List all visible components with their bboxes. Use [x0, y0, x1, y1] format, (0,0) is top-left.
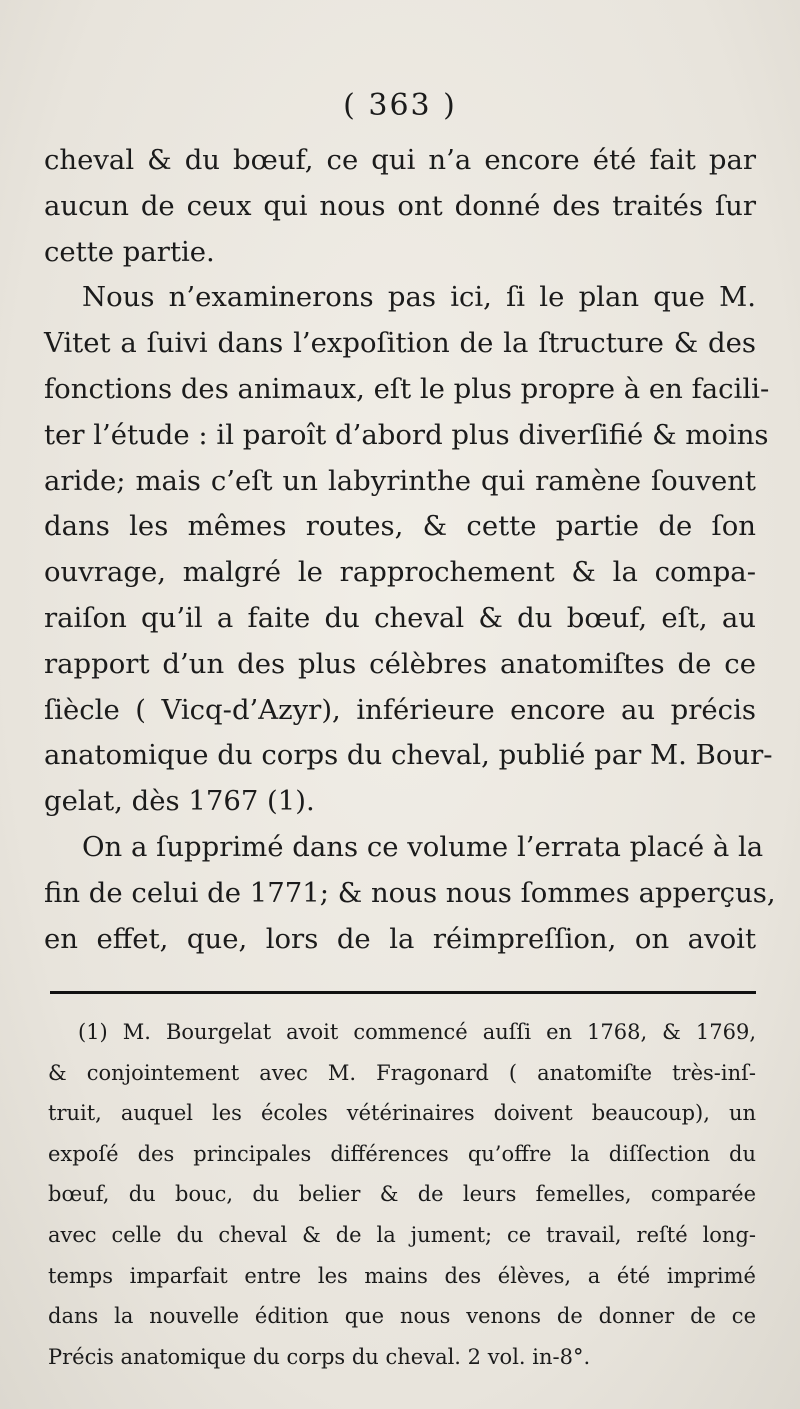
- page-number: ( 363 ): [343, 88, 457, 123]
- footnote-line: truit, auquel les écoles vétérinaires doivent beaucoup), un: [48, 1101, 756, 1126]
- text-line: Vitet a ſuivi dans l’expoſition de la ſtructure & des: [44, 327, 756, 360]
- text-line: fonctions des animaux, eſt le plus propre à en facili-: [44, 372, 770, 405]
- text-line: rapport d’un des plus célèbres anatomiſtes de ce: [44, 647, 756, 680]
- footnote-line: Précis anatomique du corps du cheval. 2 vol. in-8°.: [48, 1344, 591, 1369]
- footnote-line: dans la nouvelle édition que nous venons de donner de ce: [48, 1304, 756, 1329]
- footnote-line: (1) M. Bourgelat avoit commencé auſſi en 1768, & 1769,: [78, 1020, 756, 1044]
- footnote: [48, 1012, 756, 1377]
- text-line: aucun de ceux qui nous ont donné des traités ſur: [44, 189, 756, 222]
- text-line: anatomique du corps du cheval, publié par M. Bour-: [44, 739, 773, 772]
- footnote-line: expoſé des principales différences qu’offre la diſſection du: [48, 1141, 756, 1166]
- text-line: dans les mêmes routes, & cette partie de ſon: [44, 510, 756, 543]
- text-line: en effet, que, lors de la réimpreſſion, on avoit: [44, 922, 756, 955]
- text-line: ouvrage, malgré le rapprochement & la compa-: [44, 556, 756, 589]
- text-line: fin de celui de 1771; & nous nous ſommes apperçus,: [44, 876, 776, 909]
- footnote-line: avec celle du cheval & de la jument; ce travail, reſté long-: [48, 1222, 756, 1247]
- text-line: raiſon qu’il a faite du cheval & du bœuf, eſt, au: [44, 601, 756, 634]
- text-line: Nous n’examinerons pas ici, ſi le plan que M.: [82, 281, 756, 314]
- text-line: ſiècle ( Vicq-d’Azyr), inférieure encore au précis: [44, 693, 756, 726]
- text-line: ter l’étude : il paroît d’abord plus diverſifié & moins: [44, 418, 769, 451]
- text-line: On a ſupprimé dans ce volume l’errata placé à la: [82, 830, 764, 863]
- text-line: cette partie.: [44, 235, 215, 268]
- body-text: [44, 138, 776, 962]
- text-line: aride; mais c’eſt un labyrinthe qui ramène ſouvent: [44, 464, 756, 497]
- footnote-line: temps imparfait entre les mains des élèves, a été imprimé: [48, 1263, 756, 1288]
- text-line: gelat, dès 1767 (1).: [44, 785, 315, 818]
- footnote-line: & conjointement avec M. Fragonard ( anatomiſte très-inſ-: [48, 1060, 756, 1085]
- text-line: cheval & du bœuf, ce qui n’a encore été fait par: [44, 144, 756, 176]
- footnote-line: bœuf, du bouc, du belier & de leurs femelles, comparée: [48, 1182, 756, 1207]
- footnote-divider: [50, 991, 756, 994]
